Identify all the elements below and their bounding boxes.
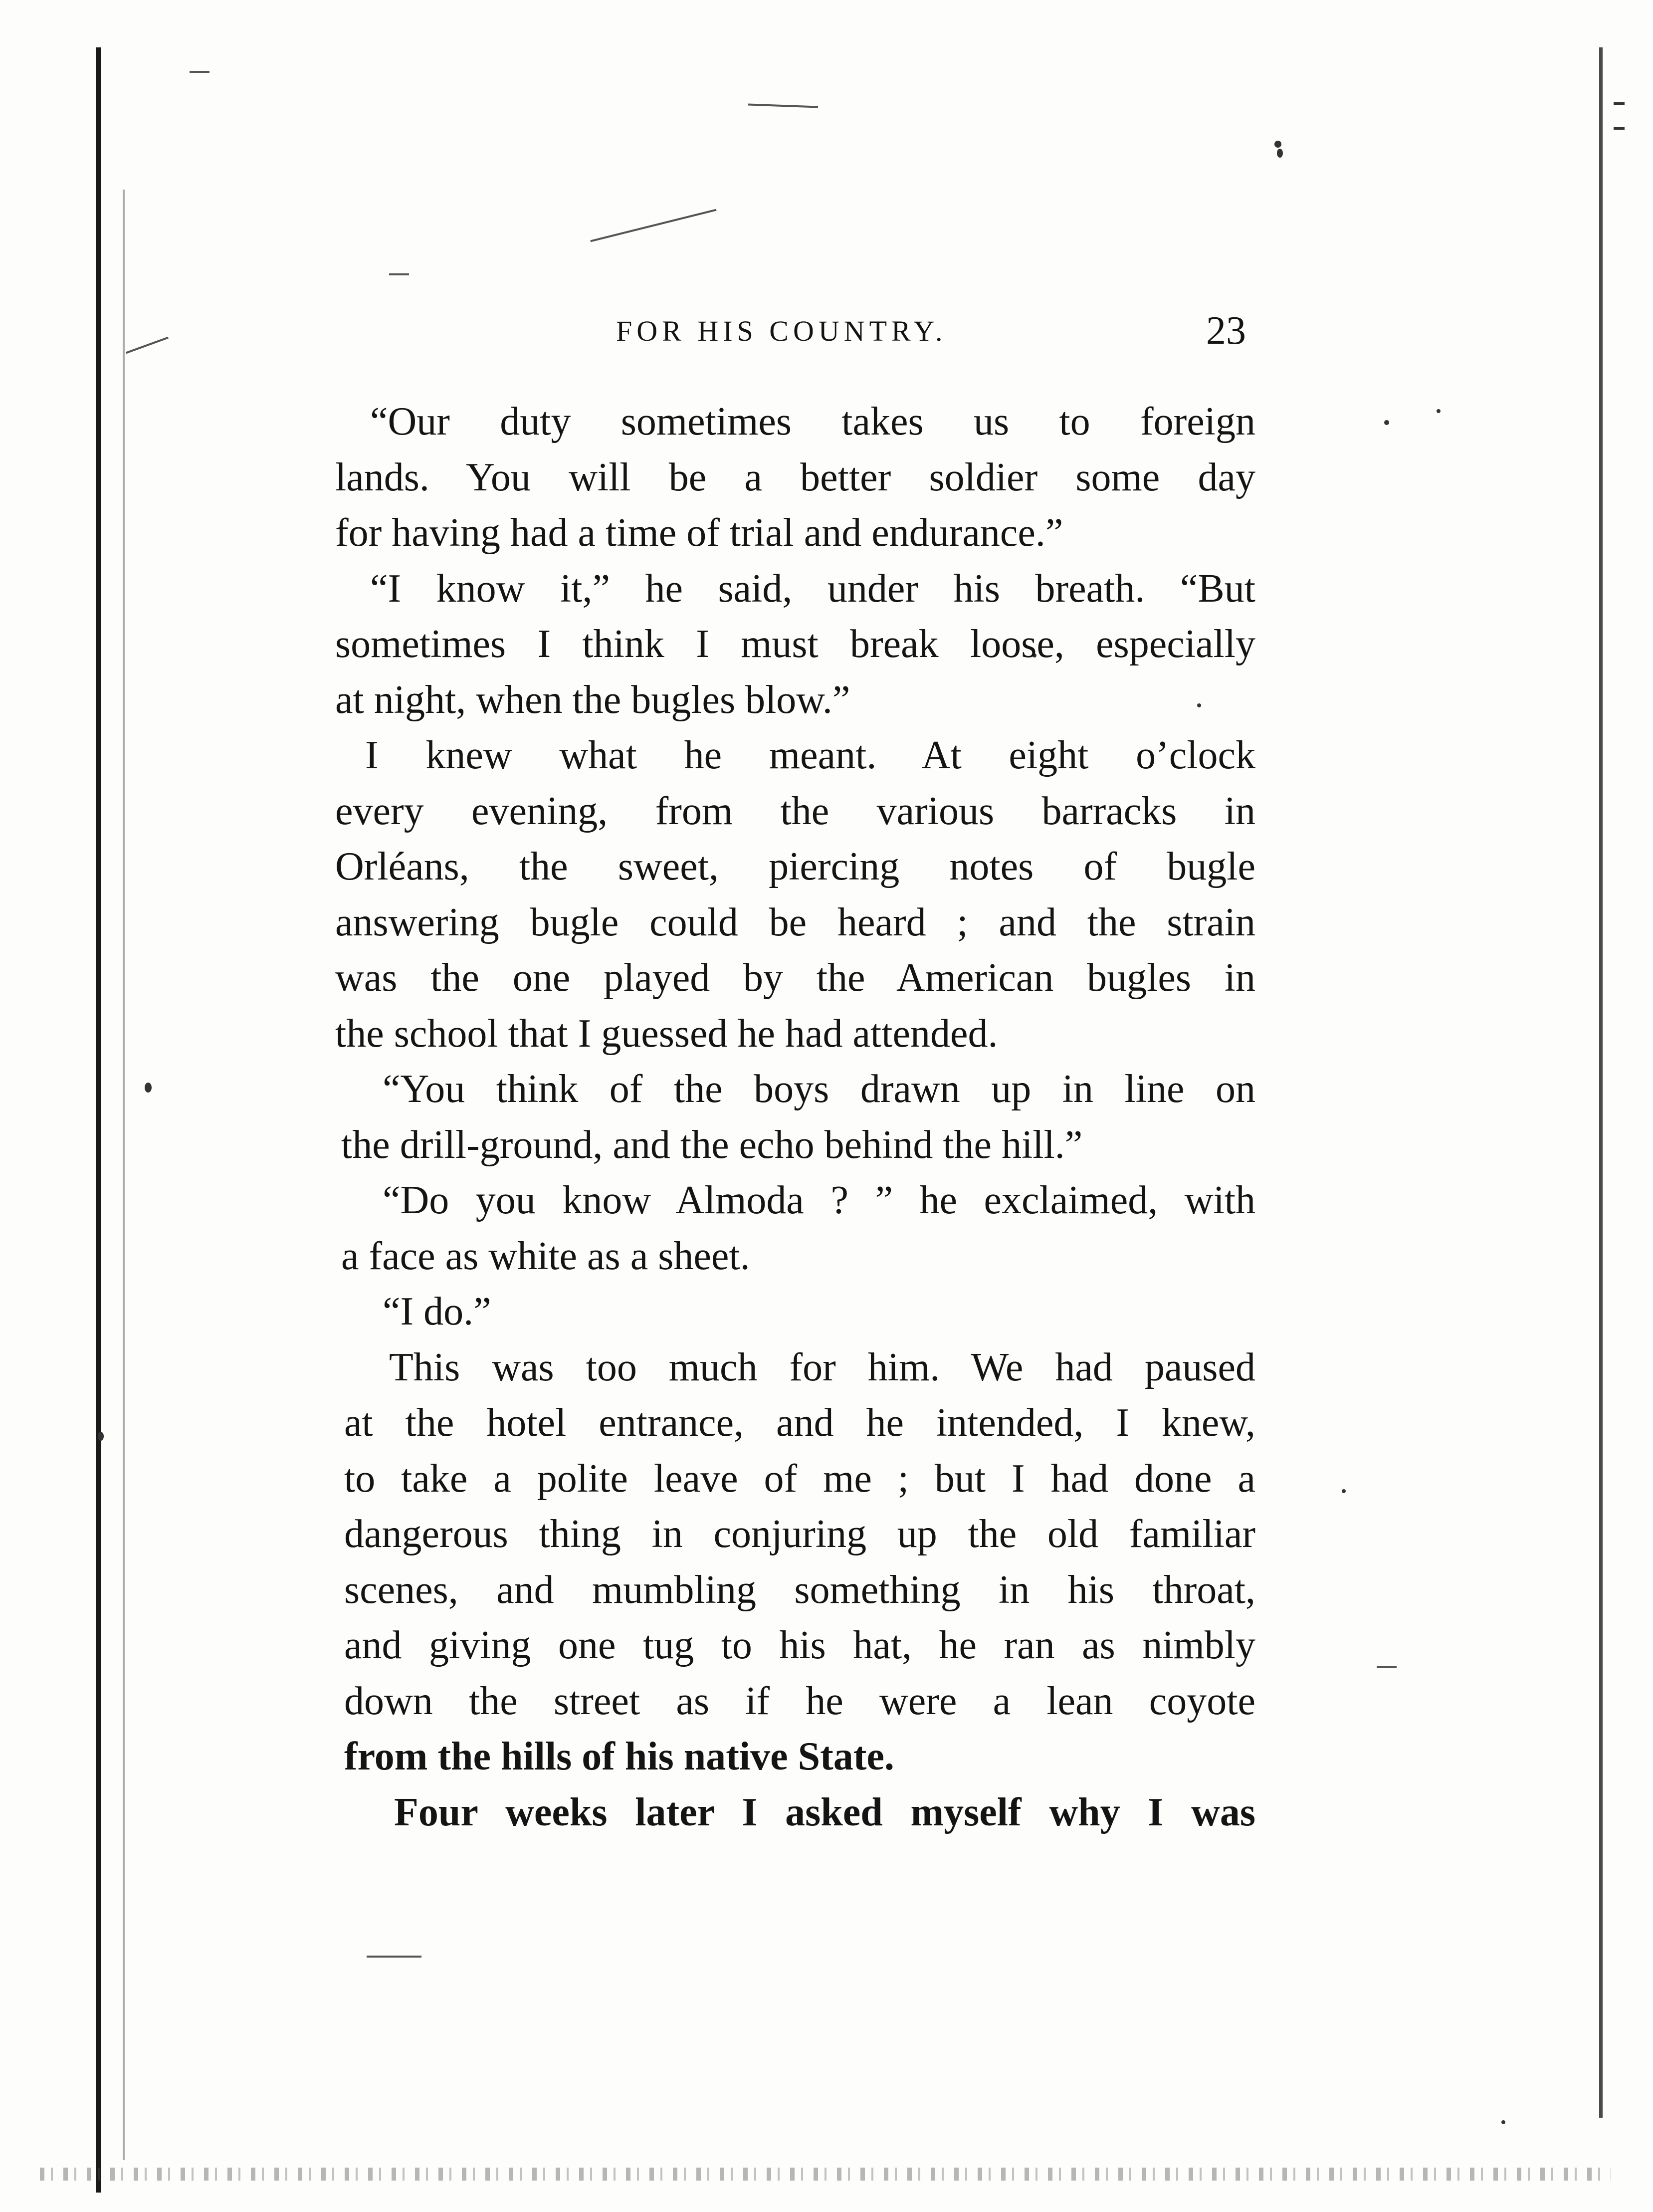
text-line: a face as white as a sheet. (341, 1234, 750, 1278)
scan-speck (1274, 141, 1281, 148)
scan-mark (367, 1956, 421, 1958)
scan-speck (1384, 420, 1389, 425)
text-line: at night, when the bugles blow.” (335, 677, 850, 722)
text-line: at the hotel entrance, and he intended, I knew, (344, 1401, 1255, 1445)
scan-speck (1277, 149, 1283, 158)
running-header (0, 308, 1653, 353)
running-title: FOR HIS COUNTRY. (616, 315, 947, 347)
right-edge-line (1599, 47, 1603, 2118)
text-line: Four weeks later I asked myself why I was (394, 1790, 1255, 1834)
scan-speck (1437, 409, 1441, 413)
page-number: 23 (1206, 309, 1246, 353)
text-line: the drill-ground, and the echo behind the hill.” (341, 1122, 1083, 1167)
body-text (335, 394, 1255, 1840)
scan-mark (590, 209, 716, 242)
text-line: down the street as if he were a lean coyote (344, 1679, 1255, 1723)
edge-tick-mark (1614, 127, 1625, 130)
binding-edge-line (96, 47, 101, 2193)
text-line: to take a polite leave of me ; but I had done a (344, 1456, 1255, 1501)
scan-mark (389, 273, 409, 275)
scan-mark (748, 104, 818, 108)
text-line: was the one played by the American bugles in (335, 956, 1255, 1000)
edge-tick-mark (1614, 102, 1625, 105)
text-line: Orléans, the sweet, piercing notes of bugle (335, 845, 1255, 888)
scan-speck (98, 1432, 104, 1441)
text-line: This was too much for him. We had paused (389, 1345, 1255, 1389)
text-line: “I do.” (383, 1290, 491, 1333)
text-line: I knew what he meant. At eight o’clock (365, 733, 1255, 777)
text-line: from the hills of his native State. (344, 1735, 894, 1778)
text-line: every evening, from the various barracks in (335, 789, 1255, 833)
scan-mark (1377, 1666, 1397, 1668)
scan-speck (145, 1083, 152, 1093)
gutter-shadow (123, 190, 125, 2160)
bottom-scan-noise (40, 2168, 1611, 2181)
text-line: and giving one tug to his hat, he ran as nimbly (344, 1623, 1255, 1667)
scan-speck (1501, 2120, 1505, 2124)
text-line: answering bugle could be heard ; and the strain (335, 900, 1255, 944)
scan-mark (190, 71, 209, 73)
text-line: “I know it,” he said, under his breath. “But (370, 566, 1255, 611)
text-line: the school that I guessed he had attended. (335, 1011, 998, 1056)
text-line: for having had a time of trial and endurance.” (335, 511, 1063, 555)
text-line: “You think of the boys drawn up in line on (383, 1067, 1255, 1111)
text-line: “Our duty sometimes takes us to foreign (370, 400, 1255, 443)
text-line: sometimes I think I must break loose, especially (335, 622, 1255, 666)
text-line: dangerous thing in conjuring up the old familiar (344, 1512, 1255, 1556)
text-line: lands. You will be a better soldier some day (335, 455, 1255, 499)
text-line: scenes, and mumbling something in his throat, (344, 1567, 1255, 1612)
scan-speck (1342, 1489, 1346, 1493)
text-line: “Do you know Almoda ? ” he exclaimed, with (383, 1178, 1255, 1222)
